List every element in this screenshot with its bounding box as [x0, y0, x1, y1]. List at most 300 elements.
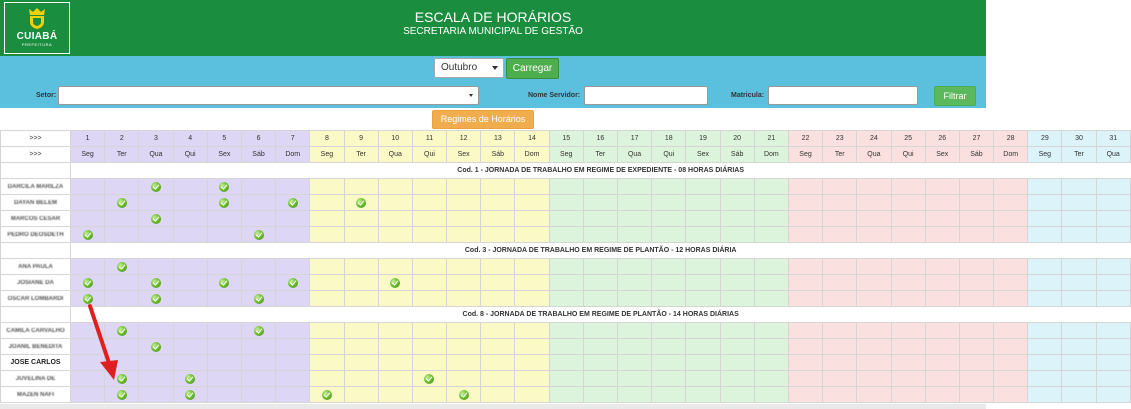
- schedule-cell[interactable]: [618, 179, 652, 195]
- schedule-cell[interactable]: [1062, 323, 1096, 339]
- employee-name[interactable]: [1, 275, 71, 291]
- schedule-cell[interactable]: [276, 211, 310, 227]
- schedule-cell[interactable]: [1096, 275, 1130, 291]
- filter-button[interactable]: Filtrar: [934, 86, 976, 106]
- schedule-cell[interactable]: [378, 179, 412, 195]
- schedule-cell[interactable]: [549, 387, 583, 403]
- schedule-cell[interactable]: [447, 323, 481, 339]
- schedule-cell[interactable]: [788, 211, 822, 227]
- schedule-cell[interactable]: [857, 195, 891, 211]
- schedule-cell[interactable]: [925, 211, 959, 227]
- schedule-cell[interactable]: [412, 291, 446, 307]
- schedule-cell[interactable]: [1096, 179, 1130, 195]
- schedule-cell[interactable]: [652, 387, 686, 403]
- schedule-cell[interactable]: [139, 275, 173, 291]
- schedule-cell[interactable]: [959, 275, 993, 291]
- schedule-cell[interactable]: [583, 195, 617, 211]
- schedule-cell[interactable]: [344, 259, 378, 275]
- schedule-cell[interactable]: [241, 387, 275, 403]
- schedule-cell[interactable]: [549, 339, 583, 355]
- check-icon[interactable]: [151, 294, 161, 304]
- schedule-cell[interactable]: [857, 227, 891, 243]
- schedule-cell[interactable]: [857, 259, 891, 275]
- schedule-cell[interactable]: [378, 275, 412, 291]
- schedule-cell[interactable]: [310, 291, 344, 307]
- schedule-cell[interactable]: [1096, 227, 1130, 243]
- schedule-cell[interactable]: [139, 323, 173, 339]
- check-icon[interactable]: [424, 374, 434, 384]
- schedule-cell[interactable]: [105, 195, 139, 211]
- schedule-cell[interactable]: [1096, 211, 1130, 227]
- month-select[interactable]: [434, 58, 504, 78]
- schedule-cell[interactable]: [1096, 323, 1130, 339]
- employee-name[interactable]: [1, 179, 71, 195]
- schedule-cell[interactable]: [720, 211, 754, 227]
- schedule-cell[interactable]: [754, 259, 788, 275]
- schedule-cell[interactable]: [686, 371, 720, 387]
- schedule-cell[interactable]: [447, 227, 481, 243]
- employee-name[interactable]: [1, 387, 71, 403]
- schedule-cell[interactable]: [173, 387, 207, 403]
- schedule-cell[interactable]: [823, 227, 857, 243]
- schedule-cell[interactable]: [139, 371, 173, 387]
- schedule-cell[interactable]: [71, 355, 105, 371]
- schedule-cell[interactable]: [310, 323, 344, 339]
- schedule-cell[interactable]: [173, 227, 207, 243]
- schedule-cell[interactable]: [686, 355, 720, 371]
- schedule-cell[interactable]: [754, 211, 788, 227]
- schedule-cell[interactable]: [276, 227, 310, 243]
- schedule-cell[interactable]: [891, 259, 925, 275]
- schedule-cell[interactable]: [515, 355, 549, 371]
- schedule-cell[interactable]: [310, 387, 344, 403]
- schedule-cell[interactable]: [515, 323, 549, 339]
- schedule-cell[interactable]: [652, 211, 686, 227]
- check-icon[interactable]: [117, 374, 127, 384]
- schedule-cell[interactable]: [241, 227, 275, 243]
- schedule-cell[interactable]: [105, 355, 139, 371]
- schedule-cell[interactable]: [1028, 275, 1062, 291]
- schedule-cell[interactable]: [618, 227, 652, 243]
- load-button[interactable]: Carregar: [506, 58, 559, 79]
- schedule-cell[interactable]: [857, 387, 891, 403]
- schedule-cell[interactable]: [959, 211, 993, 227]
- schedule-cell[interactable]: [139, 387, 173, 403]
- schedule-cell[interactable]: [1028, 259, 1062, 275]
- schedule-cell[interactable]: [925, 371, 959, 387]
- schedule-cell[interactable]: [652, 179, 686, 195]
- schedule-cell[interactable]: [310, 339, 344, 355]
- schedule-cell[interactable]: [378, 227, 412, 243]
- schedule-cell[interactable]: [891, 179, 925, 195]
- check-icon[interactable]: [219, 198, 229, 208]
- check-icon[interactable]: [83, 278, 93, 288]
- schedule-cell[interactable]: [105, 259, 139, 275]
- schedule-cell[interactable]: [857, 339, 891, 355]
- schedule-cell[interactable]: [71, 323, 105, 339]
- schedule-cell[interactable]: [276, 355, 310, 371]
- schedule-cell[interactable]: [515, 275, 549, 291]
- schedule-cell[interactable]: [412, 179, 446, 195]
- schedule-cell[interactable]: [788, 371, 822, 387]
- schedule-cell[interactable]: [447, 291, 481, 307]
- schedule-cell[interactable]: [276, 339, 310, 355]
- schedule-cell[interactable]: [310, 355, 344, 371]
- schedule-cell[interactable]: [481, 259, 515, 275]
- schedule-cell[interactable]: [71, 371, 105, 387]
- schedule-cell[interactable]: [583, 259, 617, 275]
- schedule-cell[interactable]: [686, 275, 720, 291]
- schedule-cell[interactable]: [207, 323, 241, 339]
- schedule-cell[interactable]: [686, 259, 720, 275]
- schedule-cell[interactable]: [925, 323, 959, 339]
- schedule-cell[interactable]: [686, 195, 720, 211]
- schedule-cell[interactable]: [481, 355, 515, 371]
- schedule-cell[interactable]: [412, 371, 446, 387]
- schedule-cell[interactable]: [447, 195, 481, 211]
- schedule-cell[interactable]: [447, 355, 481, 371]
- schedule-cell[interactable]: [139, 211, 173, 227]
- schedule-cell[interactable]: [891, 211, 925, 227]
- schedule-cell[interactable]: [583, 387, 617, 403]
- schedule-cell[interactable]: [515, 291, 549, 307]
- schedule-cell[interactable]: [173, 355, 207, 371]
- schedule-cell[interactable]: [994, 227, 1028, 243]
- schedule-cell[interactable]: [344, 387, 378, 403]
- schedule-cell[interactable]: [71, 195, 105, 211]
- schedule-cell[interactable]: [1096, 291, 1130, 307]
- schedule-cell[interactable]: [823, 339, 857, 355]
- schedule-cell[interactable]: [481, 195, 515, 211]
- schedule-cell[interactable]: [1096, 355, 1130, 371]
- check-icon[interactable]: [151, 278, 161, 288]
- schedule-cell[interactable]: [720, 259, 754, 275]
- schedule-cell[interactable]: [1028, 339, 1062, 355]
- employee-name[interactable]: [1, 339, 71, 355]
- schedule-cell[interactable]: [925, 291, 959, 307]
- schedule-cell[interactable]: [959, 387, 993, 403]
- schedule-cell[interactable]: [378, 195, 412, 211]
- check-icon[interactable]: [288, 198, 298, 208]
- schedule-cell[interactable]: [241, 291, 275, 307]
- schedule-cell[interactable]: [105, 227, 139, 243]
- schedule-cell[interactable]: [891, 371, 925, 387]
- schedule-cell[interactable]: [447, 259, 481, 275]
- schedule-cell[interactable]: [788, 387, 822, 403]
- schedule-cell[interactable]: [891, 275, 925, 291]
- schedule-cell[interactable]: [207, 355, 241, 371]
- schedule-cell[interactable]: [891, 355, 925, 371]
- schedule-cell[interactable]: [412, 275, 446, 291]
- schedule-cell[interactable]: [1096, 387, 1130, 403]
- schedule-cell[interactable]: [207, 339, 241, 355]
- schedule-cell[interactable]: [1028, 227, 1062, 243]
- schedule-cell[interactable]: [139, 179, 173, 195]
- schedule-cell[interactable]: [378, 323, 412, 339]
- schedule-cell[interactable]: [891, 291, 925, 307]
- schedule-cell[interactable]: [959, 355, 993, 371]
- employee-name[interactable]: [1, 355, 71, 371]
- schedule-cell[interactable]: [207, 179, 241, 195]
- schedule-cell[interactable]: [994, 259, 1028, 275]
- check-icon[interactable]: [151, 182, 161, 192]
- schedule-cell[interactable]: [139, 291, 173, 307]
- check-icon[interactable]: [356, 198, 366, 208]
- schedule-cell[interactable]: [754, 291, 788, 307]
- schedule-cell[interactable]: [754, 371, 788, 387]
- schedule-cell[interactable]: [344, 211, 378, 227]
- schedule-cell[interactable]: [344, 291, 378, 307]
- schedule-cell[interactable]: [652, 291, 686, 307]
- schedule-cell[interactable]: [788, 179, 822, 195]
- check-icon[interactable]: [390, 278, 400, 288]
- schedule-cell[interactable]: [276, 387, 310, 403]
- schedule-cell[interactable]: [720, 179, 754, 195]
- schedule-cell[interactable]: [412, 355, 446, 371]
- schedule-cell[interactable]: [925, 179, 959, 195]
- schedule-cell[interactable]: [139, 227, 173, 243]
- schedule-cell[interactable]: [1062, 211, 1096, 227]
- check-icon[interactable]: [117, 262, 127, 272]
- schedule-cell[interactable]: [276, 323, 310, 339]
- schedule-cell[interactable]: [241, 371, 275, 387]
- schedule-cell[interactable]: [105, 211, 139, 227]
- schedule-cell[interactable]: [754, 179, 788, 195]
- schedule-cell[interactable]: [71, 275, 105, 291]
- matricula-input[interactable]: [768, 86, 918, 105]
- schedule-cell[interactable]: [549, 291, 583, 307]
- schedule-cell[interactable]: [959, 195, 993, 211]
- schedule-cell[interactable]: [105, 387, 139, 403]
- schedule-cell[interactable]: [686, 179, 720, 195]
- schedule-cell[interactable]: [412, 211, 446, 227]
- schedule-cell[interactable]: [583, 355, 617, 371]
- schedule-cell[interactable]: [1028, 387, 1062, 403]
- schedule-cell[interactable]: [1062, 291, 1096, 307]
- schedule-cell[interactable]: [583, 227, 617, 243]
- schedule-cell[interactable]: [823, 291, 857, 307]
- schedule-cell[interactable]: [515, 195, 549, 211]
- check-icon[interactable]: [219, 278, 229, 288]
- schedule-cell[interactable]: [549, 211, 583, 227]
- employee-name[interactable]: [1, 291, 71, 307]
- schedule-cell[interactable]: [344, 355, 378, 371]
- schedule-cell[interactable]: [515, 339, 549, 355]
- schedule-cell[interactable]: [1028, 291, 1062, 307]
- schedule-cell[interactable]: [1062, 227, 1096, 243]
- schedule-cell[interactable]: [1028, 179, 1062, 195]
- schedule-cell[interactable]: [686, 387, 720, 403]
- schedule-cell[interactable]: [139, 339, 173, 355]
- schedule-cell[interactable]: [173, 323, 207, 339]
- schedule-cell[interactable]: [823, 259, 857, 275]
- schedule-cell[interactable]: [1062, 275, 1096, 291]
- schedule-cell[interactable]: [481, 291, 515, 307]
- schedule-cell[interactable]: [686, 291, 720, 307]
- schedule-cell[interactable]: [344, 227, 378, 243]
- schedule-cell[interactable]: [823, 211, 857, 227]
- schedule-cell[interactable]: [515, 371, 549, 387]
- schedule-cell[interactable]: [71, 339, 105, 355]
- schedule-cell[interactable]: [1062, 387, 1096, 403]
- schedule-cell[interactable]: [105, 291, 139, 307]
- schedule-cell[interactable]: [173, 371, 207, 387]
- schedule-cell[interactable]: [823, 179, 857, 195]
- schedule-cell[interactable]: [994, 179, 1028, 195]
- schedule-cell[interactable]: [994, 291, 1028, 307]
- schedule-cell[interactable]: [618, 355, 652, 371]
- schedule-cell[interactable]: [241, 259, 275, 275]
- schedule-cell[interactable]: [788, 275, 822, 291]
- schedule-cell[interactable]: [549, 371, 583, 387]
- schedule-cell[interactable]: [720, 355, 754, 371]
- schedule-cell[interactable]: [173, 339, 207, 355]
- check-icon[interactable]: [185, 374, 195, 384]
- schedule-cell[interactable]: [618, 275, 652, 291]
- schedule-cell[interactable]: [447, 339, 481, 355]
- check-icon[interactable]: [459, 390, 469, 400]
- employee-name[interactable]: [1, 259, 71, 275]
- schedule-cell[interactable]: [173, 179, 207, 195]
- schedule-cell[interactable]: [583, 371, 617, 387]
- schedule-cell[interactable]: [925, 227, 959, 243]
- schedule-cell[interactable]: [344, 339, 378, 355]
- schedule-cell[interactable]: [925, 387, 959, 403]
- schedule-cell[interactable]: [549, 355, 583, 371]
- setor-select[interactable]: [58, 86, 479, 105]
- schedule-cell[interactable]: [618, 339, 652, 355]
- schedule-cell[interactable]: [1096, 371, 1130, 387]
- schedule-cell[interactable]: [412, 195, 446, 211]
- schedule-cell[interactable]: [481, 323, 515, 339]
- check-icon[interactable]: [117, 390, 127, 400]
- schedule-cell[interactable]: [823, 323, 857, 339]
- schedule-cell[interactable]: [549, 227, 583, 243]
- schedule-cell[interactable]: [959, 291, 993, 307]
- schedule-cell[interactable]: [583, 291, 617, 307]
- schedule-cell[interactable]: [686, 339, 720, 355]
- check-icon[interactable]: [322, 390, 332, 400]
- schedule-cell[interactable]: [754, 387, 788, 403]
- schedule-cell[interactable]: [754, 195, 788, 211]
- schedule-cell[interactable]: [891, 339, 925, 355]
- schedule-cell[interactable]: [105, 275, 139, 291]
- schedule-cell[interactable]: [207, 259, 241, 275]
- schedule-cell[interactable]: [823, 275, 857, 291]
- schedule-cell[interactable]: [652, 195, 686, 211]
- schedule-cell[interactable]: [994, 275, 1028, 291]
- check-icon[interactable]: [254, 230, 264, 240]
- schedule-cell[interactable]: [618, 211, 652, 227]
- schedule-cell[interactable]: [241, 323, 275, 339]
- schedule-cell[interactable]: [207, 211, 241, 227]
- schedule-cell[interactable]: [959, 371, 993, 387]
- regimes-button[interactable]: Regimes de Horários: [432, 110, 534, 129]
- schedule-cell[interactable]: [686, 227, 720, 243]
- schedule-cell[interactable]: [652, 227, 686, 243]
- schedule-cell[interactable]: [652, 259, 686, 275]
- schedule-cell[interactable]: [241, 339, 275, 355]
- check-icon[interactable]: [185, 390, 195, 400]
- schedule-cell[interactable]: [310, 227, 344, 243]
- schedule-cell[interactable]: [241, 275, 275, 291]
- schedule-cell[interactable]: [857, 291, 891, 307]
- schedule-cell[interactable]: [241, 355, 275, 371]
- schedule-cell[interactable]: [754, 355, 788, 371]
- schedule-cell[interactable]: [139, 259, 173, 275]
- schedule-cell[interactable]: [481, 387, 515, 403]
- schedule-cell[interactable]: [891, 387, 925, 403]
- employee-name[interactable]: [1, 323, 71, 339]
- schedule-cell[interactable]: [412, 259, 446, 275]
- schedule-cell[interactable]: [754, 275, 788, 291]
- schedule-cell[interactable]: [994, 211, 1028, 227]
- schedule-cell[interactable]: [720, 227, 754, 243]
- schedule-cell[interactable]: [857, 323, 891, 339]
- schedule-cell[interactable]: [310, 195, 344, 211]
- schedule-cell[interactable]: [1096, 339, 1130, 355]
- employee-name[interactable]: [1, 227, 71, 243]
- schedule-cell[interactable]: [788, 323, 822, 339]
- schedule-cell[interactable]: [481, 339, 515, 355]
- schedule-cell[interactable]: [652, 275, 686, 291]
- schedule-cell[interactable]: [71, 211, 105, 227]
- schedule-cell[interactable]: [823, 355, 857, 371]
- schedule-cell[interactable]: [310, 259, 344, 275]
- schedule-cell[interactable]: [344, 275, 378, 291]
- schedule-cell[interactable]: [105, 371, 139, 387]
- schedule-cell[interactable]: [241, 179, 275, 195]
- check-icon[interactable]: [151, 342, 161, 352]
- schedule-cell[interactable]: [515, 179, 549, 195]
- schedule-cell[interactable]: [823, 387, 857, 403]
- schedule-cell[interactable]: [447, 275, 481, 291]
- schedule-cell[interactable]: [1096, 259, 1130, 275]
- schedule-cell[interactable]: [447, 179, 481, 195]
- schedule-cell[interactable]: [1062, 195, 1096, 211]
- schedule-cell[interactable]: [583, 211, 617, 227]
- schedule-cell[interactable]: [105, 323, 139, 339]
- schedule-cell[interactable]: [173, 211, 207, 227]
- schedule-cell[interactable]: [105, 339, 139, 355]
- check-icon[interactable]: [83, 294, 93, 304]
- schedule-cell[interactable]: [71, 259, 105, 275]
- schedule-cell[interactable]: [173, 259, 207, 275]
- schedule-cell[interactable]: [925, 355, 959, 371]
- schedule-cell[interactable]: [959, 179, 993, 195]
- schedule-cell[interactable]: [310, 275, 344, 291]
- schedule-cell[interactable]: [276, 275, 310, 291]
- schedule-cell[interactable]: [481, 275, 515, 291]
- schedule-cell[interactable]: [412, 387, 446, 403]
- schedule-cell[interactable]: [823, 195, 857, 211]
- schedule-cell[interactable]: [207, 227, 241, 243]
- schedule-cell[interactable]: [71, 227, 105, 243]
- schedule-cell[interactable]: [105, 179, 139, 195]
- schedule-cell[interactable]: [344, 179, 378, 195]
- check-icon[interactable]: [254, 326, 264, 336]
- schedule-cell[interactable]: [686, 323, 720, 339]
- schedule-cell[interactable]: [344, 323, 378, 339]
- schedule-cell[interactable]: [857, 275, 891, 291]
- schedule-cell[interactable]: [1062, 259, 1096, 275]
- employee-name[interactable]: [1, 371, 71, 387]
- schedule-cell[interactable]: [891, 195, 925, 211]
- schedule-cell[interactable]: [1096, 195, 1130, 211]
- schedule-cell[interactable]: [788, 291, 822, 307]
- schedule-cell[interactable]: [583, 339, 617, 355]
- schedule-cell[interactable]: [994, 195, 1028, 211]
